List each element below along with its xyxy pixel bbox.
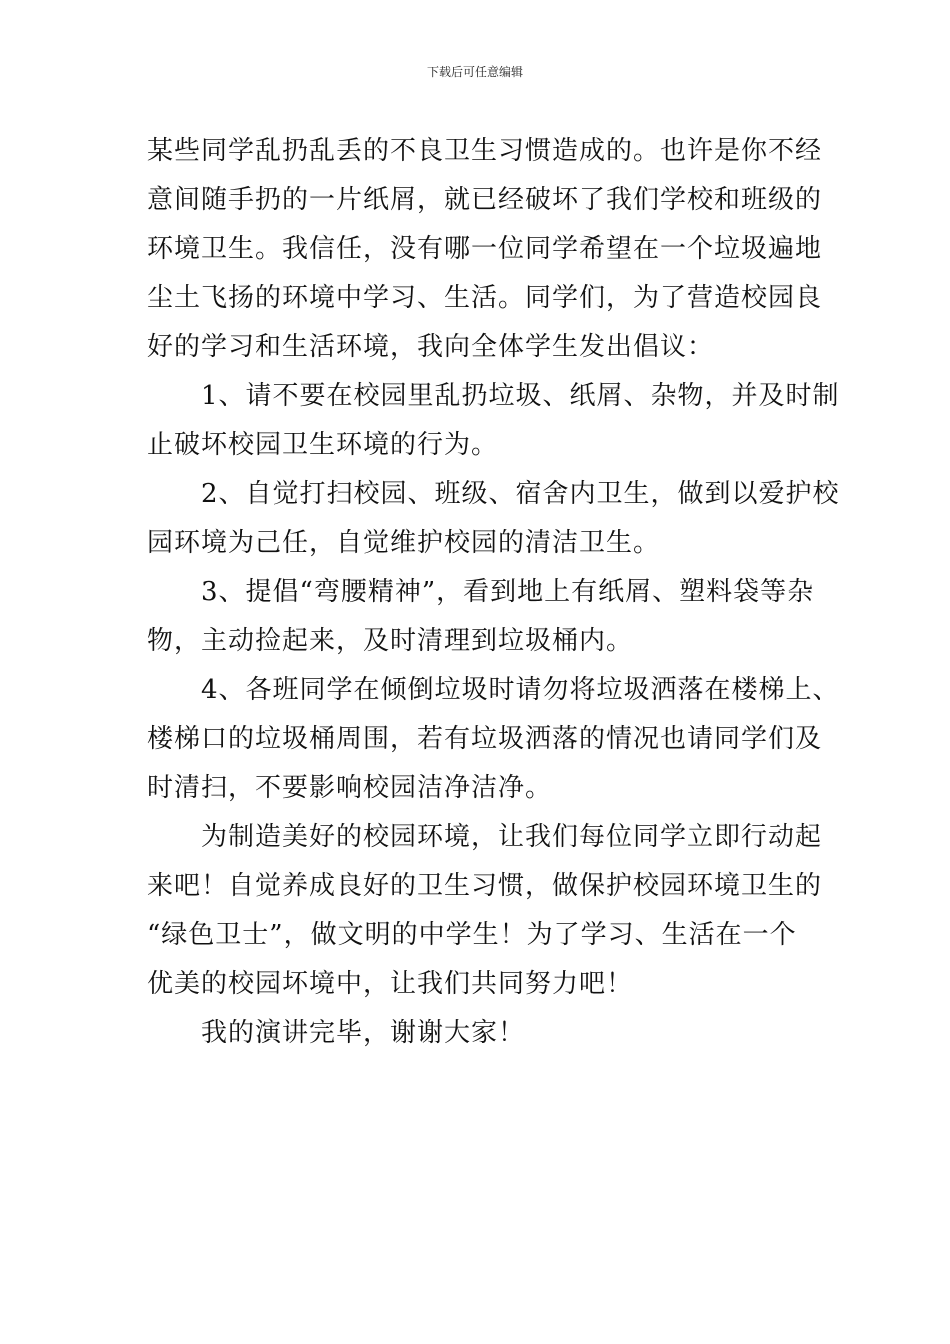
text-line: 物，主动捡起来，及时清理到垃圾桶内。 — [147, 626, 634, 656]
text-line: 时清扫，不要影响校园洁净洁净。 — [147, 773, 553, 803]
paragraph-proposal-3 — [147, 568, 815, 666]
text-line: 某些同学乱扔乱丢的不良卫生习惯造成的。也许是你不经 — [147, 136, 823, 166]
text-line: 优美的校园坏境中，让我们共同努力吧！ — [147, 969, 634, 999]
text-line: “绿色卫士”，做文明的中学生！为了学习、生活在一个 — [147, 920, 797, 950]
paragraph-proposal-1 — [147, 372, 840, 470]
page-header: 下载后可任意编辑 — [426, 65, 523, 79]
text-line: 意间随手扔的一片纸屑，就已经破坏了我们学校和班级的 — [147, 185, 823, 215]
paragraph-proposal-4 — [147, 666, 840, 813]
paragraph-call-to-action — [147, 813, 823, 1009]
text-line: 我的演讲完毕，谢谢大家！ — [201, 1018, 526, 1048]
paragraph-intro — [147, 127, 823, 372]
text-line: 尘土飞扬的环境中学习、生活。同学们，为了营造校园良 — [147, 283, 823, 313]
text-line: 4、各班同学在倾倒垃圾时请勿将垃圾洒落在楼梯上、 — [201, 675, 840, 705]
text-line: 楼梯口的垃圾桶周围，若有垃圾洒落的情况也请同学们及 — [147, 724, 823, 754]
paragraph-closing — [147, 1009, 807, 1058]
text-line: 1、请不要在校园里乱扔垃圾、纸屑、杂物，并及时制 — [201, 381, 840, 411]
paragraph-proposal-2 — [147, 470, 840, 568]
text-line: 好的学习和生活环境，我向全体学生发出倡议： — [147, 332, 715, 362]
text-line: 2、自觉打扫校园、班级、宿舍内卫生，做到以爱护校 — [201, 479, 840, 509]
text-line: 止破坏校园卫生环境的行为。 — [147, 430, 499, 460]
text-line: 3、提倡“弯腰精神”，看到地上有纸屑、塑料袋等杂 — [201, 577, 815, 607]
document-body — [147, 127, 840, 1058]
text-line: 为制造美好的校园环境，让我们每位同学立即行动起 — [201, 822, 823, 852]
text-line: 来吧！自觉养成良好的卫生习惯，做保护校园环境卫生的 — [147, 871, 823, 901]
text-line: 环境卫生。我信任，没有哪一位同学希望在一个垃圾遍地 — [147, 234, 823, 264]
text-line: 园环境为己任，自觉维护校园的清洁卫生。 — [147, 528, 661, 558]
